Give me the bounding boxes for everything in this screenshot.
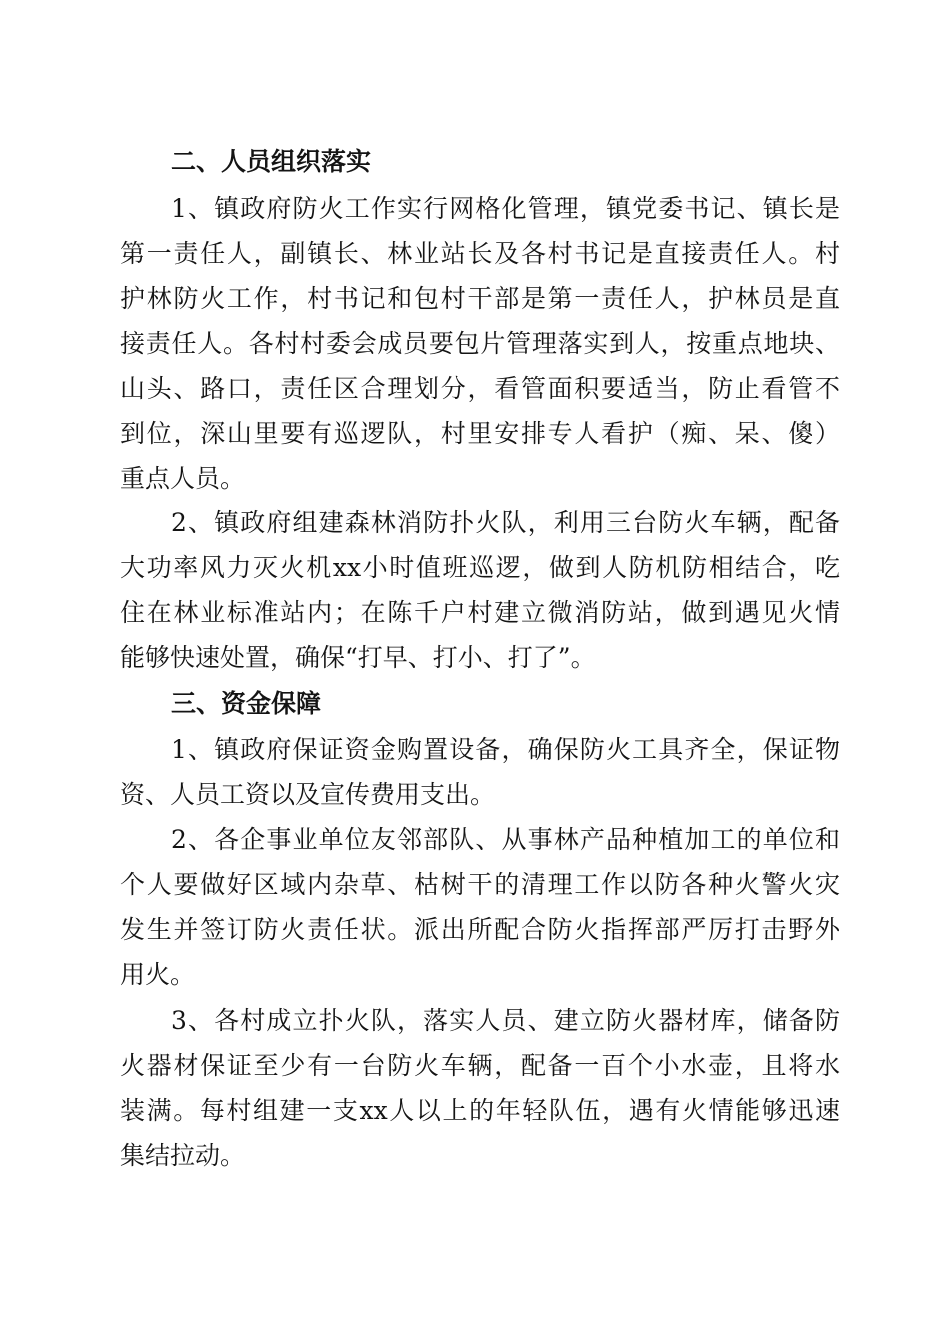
paragraph-line: 山头、路口，责任区合理划分，看管面积要适当，防止看管不: [120, 374, 840, 403]
paragraph-line: 集结拉动。: [120, 1141, 246, 1170]
paragraph-line: 2、各企事业单位友邻部队、从事林产品种植加工的单位和: [171, 825, 840, 854]
paragraph-line: 1、镇政府防火工作实行网格化管理，镇党委书记、镇长是: [171, 194, 840, 223]
paragraph-line: 资、人员工资以及宣传费用支出。: [120, 780, 496, 809]
paragraph-line: 重点人员。: [120, 464, 246, 493]
paragraph-line: 2、镇政府组建森林消防扑火队，利用三台防火车辆，配备: [171, 508, 840, 537]
paragraph-line: 火器材保证至少有一台防火车辆，配备一百个小水壶，且将水: [120, 1051, 840, 1080]
paragraph-line: 个人要做好区域内杂草、枯树干的清理工作以防各种火警火灾: [120, 870, 840, 899]
paragraph-line: 到位，深山里要有巡逻队，村里安排专人看护（痴、呆、傻）: [120, 419, 840, 448]
paragraph-line: 能够快速处置，确保“打早、打小、打了”。: [120, 643, 596, 672]
paragraph-line: 装满。每村组建一支xx人以上的年轻队伍，遇有火情能够迅速: [120, 1096, 840, 1125]
paragraph-line: 住在林业标准站内；在陈千户村建立微消防站，做到遇见火情: [120, 598, 840, 627]
paragraph-line: 大功率风力灭火机xx小时值班巡逻，做到人防机防相结合，吃: [120, 553, 840, 582]
section-heading-funding: 三、资金保障: [171, 689, 322, 718]
paragraph-line: 护林防火工作，村书记和包村干部是第一责任人，护林员是直: [120, 284, 840, 313]
paragraph-line: 发生并签订防火责任状。派出所配合防火指挥部严厉打击野外: [120, 915, 840, 944]
section-heading-personnel: 二、人员组织落实: [171, 147, 372, 176]
paragraph-line: 3、各村成立扑火队，落实人员、建立防火器材库，储备防: [171, 1006, 840, 1035]
paragraph-line: 用火。: [120, 960, 196, 989]
paragraph-line: 1、镇政府保证资金购置设备，确保防火工具齐全，保证物: [171, 735, 840, 764]
paragraph-line: 接责任人。各村村委会成员要包片管理落实到人，按重点地块、: [120, 329, 840, 358]
paragraph-line: 第一责任人，副镇长、林业站长及各村书记是直接责任人。村: [120, 239, 840, 268]
